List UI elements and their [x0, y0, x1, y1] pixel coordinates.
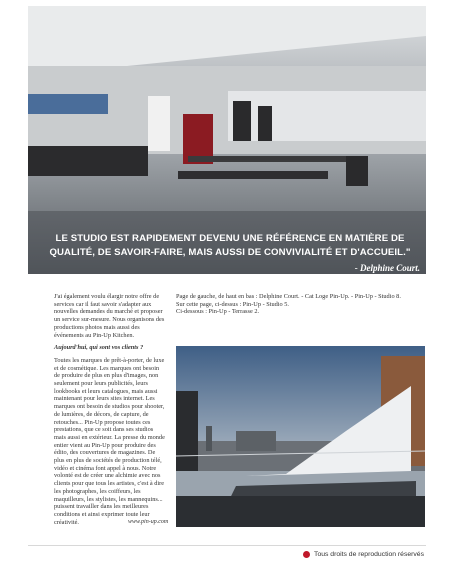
caption-line-3: Ci-dessous : Pin-Up - Terrasse 2.	[176, 308, 260, 316]
rights-notice: Tous droits de reproduction réservés	[314, 551, 424, 558]
paragraph-intro: J'ai également voulu élargir notre offre de services car il faut savoir s'adapter aux nouvelles demandes du marché et proposer un service sur-mesure. Nous organisons des productions photos mais aussi des événements au Pin-Up Kitchen.	[54, 293, 165, 339]
article-column	[54, 293, 169, 531]
logo-dot-icon	[303, 551, 310, 558]
website-link[interactable]: www.pin-up.com	[128, 519, 169, 525]
terrace-photo	[176, 346, 425, 527]
terrace-photo-illustration	[176, 346, 425, 527]
footer-divider	[28, 545, 426, 546]
pull-quote: LE STUDIO EST RAPIDEMENT DEVENU UNE RÉFÉRENCE EN MATIÈRE DE QUALITÉ, DE SAVOIR-FAIRE, MAIS AUSSI DE CONVIVIALITÉ ET D'ACCUEIL."	[49, 233, 411, 258]
footer	[303, 551, 424, 558]
caption-line-2: Sur cette page, ci-dessus : Pin-Up - Studio 5.	[176, 300, 289, 308]
caption-line-1: Page de gauche, de haut en bas : Delphine Court. - Cat Loge Pin-Up. - Pin-Up - Studio 8.	[176, 293, 401, 300]
quote-author: - Delphine Court.	[354, 263, 420, 273]
photo-captions	[176, 293, 406, 316]
question-heading: Aujourd'hui, qui sont vos clients ?	[54, 344, 144, 352]
paragraph-clients: Toutes les marques de prêt-à-porter, de luxe et de cosmétique. Les marques ont besoin de produire de plus en plus d'images, non seulement pour leurs publicités, leurs lookbooks et leurs catalogues, mais aussi maintenant pour leurs sites internet. Les marques ont besoin de studios pour shooter, de lumières, de décors, de capture, de retouches... Pin-Up propose toutes ces prestations, que ce soit dans ses studios mais aussi en extérieur. La presse du monde entier vient au Pin-Up pour produire des édito, des couvertures de magazines. De plus en plus de sociétés de production télé, vidéo et cinéma font appel à nous. Notre volonté est de créer une alchimie avec nos clients pour que tous les artistes, c'est à dire les photographes, les coiffeurs, les maquilleurs, les stylistes, les mannequins... puissent travailler dans les meilleures conditions et ainsi exprimer toute leur créativité.	[54, 356, 165, 526]
